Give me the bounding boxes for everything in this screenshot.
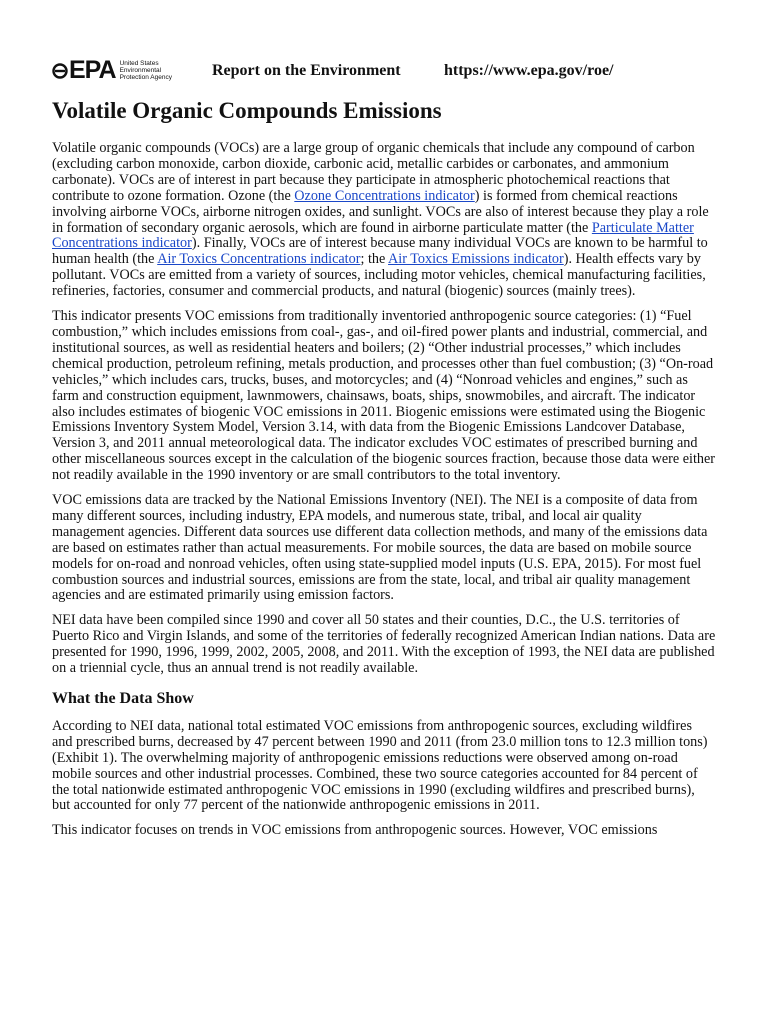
report-url[interactable]: https://www.epa.gov/roe/ bbox=[444, 62, 614, 79]
report-title: Report on the Environment bbox=[212, 62, 401, 79]
nei-coverage-paragraph: NEI data have been compiled since 1990 and cover all 50 states and their counties, D.C., the U.S. territories of Puerto Rico and Virgin Islands, and some of the territories of federally recognized American Indian nations. Data are presented for 1990, 1996, 1999, 2002, 2005, 2008, and 2011. With the exception of 1993, the NEI data are published on a triennial cycle, thus an annual trend is not readily available. bbox=[52, 612, 716, 677]
ozone-concentrations-link[interactable]: Ozone Concentrations indicator bbox=[294, 187, 475, 204]
nei-paragraph: VOC emissions data are tracked by the National Emissions Inventory (NEI). The NEI is a composite of data from many different sources, including industry, EPA models, and numerous state, tribal, and local air quality management agencies. Different data sources use different data collection methods, and many of the emissions data are based on estimates rather than actual measurements. For mobile sources, the data are based on mobile source models for on-road and nonroad vehicles, often using state-supplied model inputs (U.S. EPA, 2015). For most fuel combustion sources and industrial sources, emissions are from the state, local, and tribal air quality management agencies and are estimated primarily using emission factors. bbox=[52, 492, 708, 604]
epa-logo-mark bbox=[52, 56, 116, 85]
intro-paragraph bbox=[52, 141, 716, 300]
section-heading: What the Data Show bbox=[52, 690, 194, 707]
particulate-matter-link[interactable]: Particulate Matter Concentrations indicator bbox=[52, 219, 694, 252]
intro-text-4: ; the bbox=[360, 251, 389, 268]
report-header bbox=[52, 0, 716, 92]
intro-text-3: ). Finally, VOCs are of interest because many individual VOCs are known to be harmful to human health (the bbox=[52, 235, 708, 268]
source-categories-paragraph: This indicator presents VOC emissions from traditionally inventoried anthropogenic source categories: (1) “Fuel combustion,” which includes emissions from coal-, gas-, and oil-fired power plants and industrial, commercial, and institutional sources, as well as residential heaters and boilers; (2) “Other industrial processes,” which includes chemical production, petroleum refining, metals production, and processes other than fuel combustion; (3) “On-road vehicles,” which includes cars, trucks, buses, and motorcycles; and (4) “Nonroad vehicles and engines,” such as farm and construction equipment, lawnmowers, chainsaws, boats, ships, snowmobiles, and aircraft. The indicator also includes estimates of biogenic VOC emissions in 2011. Biogenic emissions were estimated using the Biogenic Emissions Inventory System Model, Version 3.14, with data from the Biogenic Emissions Landcover Database, Version 3, and 2011 annual meteorological data. The indicator excludes VOC estimates of prescribed burning and other miscellaneous sources except in the calculation of the biogenic sources fraction, because those data were either not readily available in the 1990 inventory or are small contributors to the total inventory. bbox=[52, 308, 715, 484]
air-toxics-concentrations-link[interactable]: Air Toxics Concentrations indicator bbox=[157, 251, 361, 268]
intro-text-5: ). Health effects vary by pollutant. VOCs are emitted from a variety of sources, including motor vehicles, chemical manufacturing facilities, refineries, factories, consumer and commercial products, and natural (biogenic) sources (mainly trees). bbox=[52, 251, 706, 300]
article-body bbox=[52, 141, 716, 848]
page-title: Volatile Organic Compounds Emissions bbox=[52, 98, 442, 123]
epa-flower-icon bbox=[52, 61, 68, 81]
air-toxics-emissions-link[interactable]: Air Toxics Emissions indicator bbox=[388, 251, 564, 268]
epa-logo-letters: EPA bbox=[69, 56, 116, 84]
focus-paragraph: This indicator focuses on trends in VOC emissions from anthropogenic sources. However, VOC emissions bbox=[52, 822, 658, 839]
epa-logo-agency-text: United States Environmental Protection Agency bbox=[119, 59, 172, 81]
epa-logo bbox=[52, 56, 176, 85]
intro-text-1: Volatile organic compounds (VOCs) are a large group of organic chemicals that include any compound of carbon (excluding carbon monoxide, carbon dioxide, carbonic acid, metallic carbides or carbonates, and ammonium carbonate). VOCs are of interest in part because they participate in atmospheric photochemical reactions that contribute to ozone formation. Ozone (the bbox=[52, 140, 695, 204]
intro-text-2: ) is formed from chemical reactions involving airborne VOCs, airborne nitrogen oxides, and sunlight. VOCs are also of interest because they play a role in formation of secondary organic aerosols, which are found in airborne particulate matter (the bbox=[52, 187, 709, 236]
data-show-paragraph: According to NEI data, national total estimated VOC emissions from anthropogenic sources, excluding wildfires and prescribed burns, decreased by 47 percent between 1990 and 2011 (from 23.0 million tons to 12.3 million tons) (Exhibit 1). The overwhelming majority of anthropogenic emissions reductions were observed among on-road mobile sources and other industrial processes. Combined, these two source categories accounted for 84 percent of the total nationwide estimated anthropogenic VOC emissions in 1990 (excluding wildfires and prescribed burns), but accounted for only 77 percent of the nationwide anthropogenic emissions in 2011. bbox=[52, 717, 708, 814]
